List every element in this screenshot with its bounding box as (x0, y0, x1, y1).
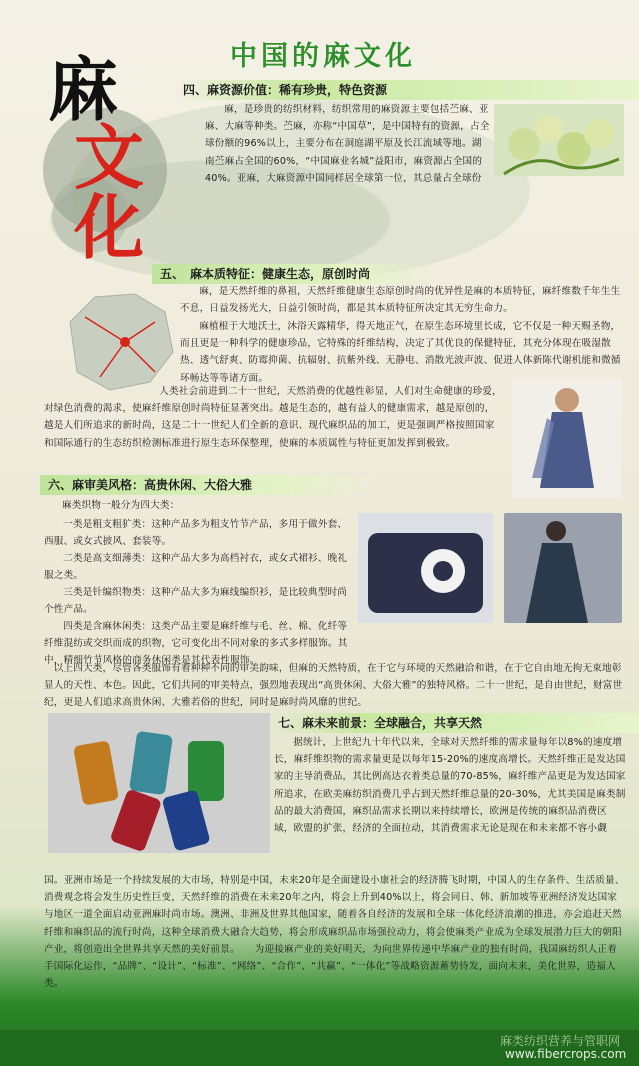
section6-item-4: 四类是含麻休闲类：这类产品主要是麻纤维与毛、丝、棉、化纤等纤维混纺或交织而成的织物，它可变化出不同对象的多式多样服饰。其中，精细竹节风格的商务休闲类是其代表性服饰。 (44, 621, 348, 667)
badge-char-ma: 麻 (48, 48, 118, 131)
section6-item-2: 二类是高支细薄类：这种产品大多为高档衬衣，或女式裙衫、晚礼服之类。 (44, 553, 348, 582)
section5-para1: 麻，是天然纤维的鼻祖，天然纤维健康生态原创时尚的优异性是麻的本质特征，麻纤维数千年生生不息，日益发扬光大，日益引领时尚，都是其本质特征所决定其无穷生命力。 (180, 286, 621, 315)
section6-heading: 六、麻审美风格：高贵休闲、大俗大雅 (40, 475, 378, 495)
section6-para-end: 以上四大类，尽管各类服饰有着种种不同的审美韵味，但麻的天然特质，在于它与环境的天然融洽和谐，在于它自由地无拘无束地彰显人的天性、本色。因此，它们共同的审美特点，强烈地表现出“高贵休闲、大俗大雅”的独特风格。二十一世纪，是自由世纪，财富世纪，更是人们追求高贵休闲、大雅若俗的世纪，同时是麻时尚风靡的世纪。 (44, 663, 623, 709)
thread-spools-photo (48, 713, 270, 853)
section6-intro: 麻类织物一般分为四大类： (62, 500, 180, 511)
section6-item-1: 一类是粗支粗犷类：这种产品多为粗支竹节产品，多用于做外套、西服、或女式披风、套装等。 (44, 519, 348, 548)
section7-heading: 七、麻未来前景：全球融合，共享天然 (270, 713, 639, 733)
page-title: 中国的麻文化 (230, 41, 416, 72)
footer-url[interactable]: www.fibercrops.com (505, 1047, 627, 1061)
vertical-badge (30, 48, 170, 270)
cushion-photo (358, 513, 493, 623)
section4-heading: 四、麻资源价值：稀有珍贵，特色资源 (175, 80, 639, 100)
section5-heading: 五、 麻本质特征：健康生态，原创时尚 (152, 264, 440, 284)
hemp-plant-photo (494, 104, 624, 176)
woman-dress-photo (504, 513, 622, 623)
section7-para-right: 据统计，上世纪九十年代以来，全球对天然纤维的需求量每年以8%的速度增长，麻纤维织物的需求量更是以每年15-20%的速度高增长。天然纤维正是发达国家的主导消费品，其比例高达衣着类总量的70-85%，麻纤维产品更是为发达国家所追求，在欧美麻纺织消费几乎占到天然纤维总量的20-30%，尤其美国是麻类制品的最大消费国，麻织品需求长期以来持续增长，欧洲是传统的麻织品消费区域，欧盟的扩张，经济的全面拉动，其消费需求无论是现在和未来都不容小觑 (274, 737, 626, 835)
china-map-graphic (55, 282, 180, 397)
section4-text-cont (178, 186, 624, 256)
section7-para-full: 国。亚洲市场是一个持续发展的大市场，特别是中国，未来20年是全面建设小康社会的经济腾飞时期，中国人的生存条件、生活质量、消费观念将会发生历史性巨变，天然纤维的消费在未来20年之内，将会上升到40%以上，将会同日、韩、新加坡等亚洲经济发达国家与地区一道全面启动亚洲麻时尚市场。澳洲、非洲及世界其他国家，随着各自经济的发展和全球一体化经济浪潮的推进，亦会追赶天然纤维和麻织品的流行时尚，这种全球消费大融合大趋势，将会形成麻织品市场强拉动力，将会使麻类产业成为全球发展潜力巨大的朝阳产业，将创造出全世界共享天然的美好前景。 为迎接麻产业的美好明天，为向世界传递中华麻产业的独有时尚，我国麻纺织人正着手国际化运作，“品牌”、“设计”、“标准”、“网络”、“合作”、“共赢”、“一体化”等战略资源蓄势待发，面向未来，美化世界，造福人类。 (44, 875, 625, 990)
section4-text: 麻，是珍贵的纺织材料，纺织常用的麻资源主要包括苎麻、亚麻、大麻等种类。苎麻，亦称“中国草”，是中国特有的资源，占全球份额的96%以上，主要分布在洞庭湖平原及长江流域等地。湖南苎麻占全国的60%，“中国麻业名城”益阳市，麻资源占全国的40%。亚麻，大麻资源中国同样居全球第一位，其总量占全球份 (205, 104, 490, 184)
section5-para3: 人类社会前进到二十一世纪，天然消费的优越性彰显，人们对生命健康的珍爱，对绿色消费的渴求，使麻纤维原创时尚特征显著突出。越是生态的，越有益人的健康需求，越是原创的，越是人们所追求的新时尚，这是二十一世纪人们全新的意识、现代麻织品的加工，更是强调严格按照国家和国际通行的生态纺织检测标准进行原生态环保整理，使麻的本质属性与特征更加发挥到极致。 (44, 386, 502, 449)
badge-char-wen: 文 (74, 116, 144, 199)
footer-watermark: 麻类纺织营养与管职网 (500, 1034, 621, 1048)
section5-para2: 麻植根于大地沃土，沐浴天露精华，得天地正气，在原生态环境里长成，它不仅是一种天赐圣物，而且更是一种科学的健康珍品，它特殊的纤维结构，决定了其优良的保健特征，其充分体现在吸湿散热、透气舒爽、防霉抑菌、抗辐射、抗紫外线、无静电、消散光波声波、促进人体新陈代谢机能和微循环畅达等等诸方面。 (180, 321, 621, 384)
model-in-dress-photo (512, 378, 622, 498)
badge-char-hua: 化 (74, 186, 144, 269)
section6-item-3: 三类是针编织物类：这种产品大多为麻线编织衫，是比较典型时尚个性产品。 (44, 587, 348, 616)
